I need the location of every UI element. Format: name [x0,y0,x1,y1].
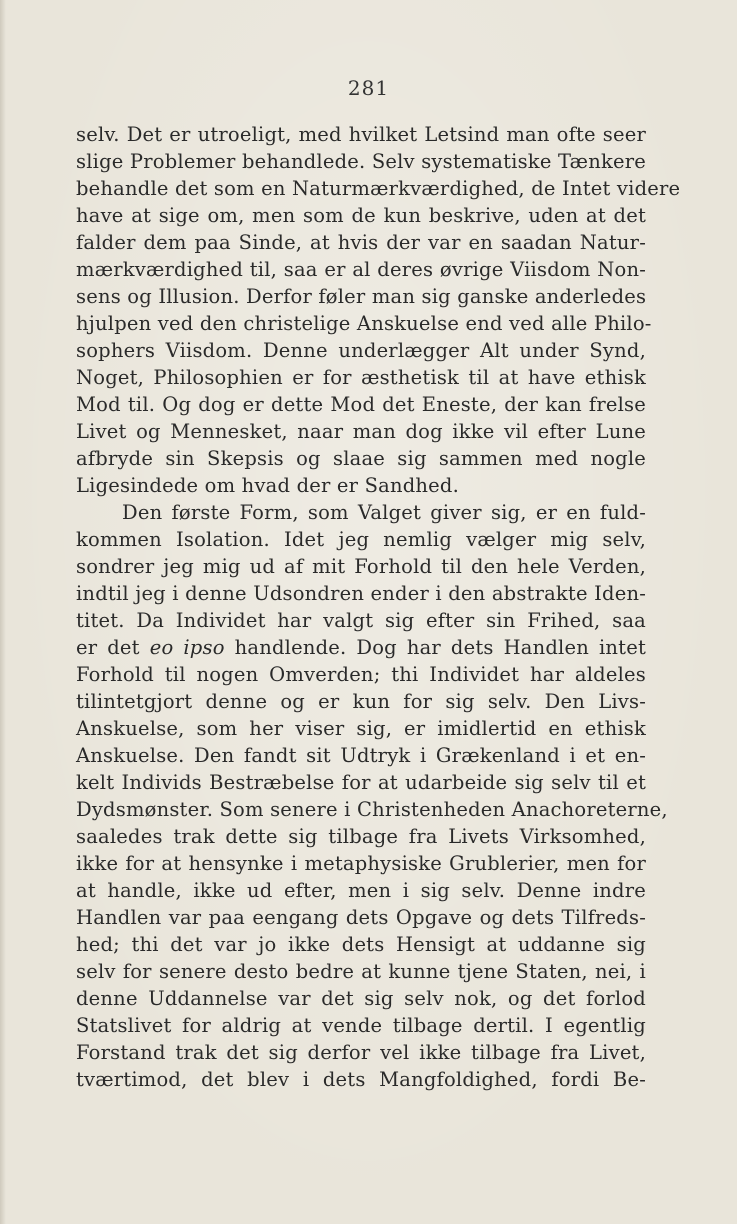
page-left-edge [0,0,6,1224]
text-line: Forhold til nogen Omverden; thi Individet har aldeles [76,663,646,686]
text-line: kelt Individs Bestræbelse for at udarbeide sig selv til et [76,771,646,794]
text-line: ikke for at hensynke i metaphysiske Grublerier, men for [76,852,646,875]
text-line: Den første Form, som Valget giver sig, er en fuld- [122,501,646,524]
text-line: Mod til. Og dog er dette Mod det Eneste, der kan frelse [76,393,646,416]
text-line: slige Problemer behandlede. Selv systematiske Tænkere [76,150,646,173]
text-line: titet. Da Individet har valgt sig efter sin Frihed, saa [76,609,646,632]
text-line: Handlen var paa eengang dets Opgave og dets Tilfreds- [76,906,646,929]
text-line: sens og Illusion. Derfor føler man sig ganske anderledes [76,285,647,308]
text-line: falder dem paa Sinde, at hvis der var en saadan Natur- [76,231,646,254]
text-line: mærkværdighed til, saa er al deres øvrige Viisdom Non- [76,258,646,281]
text-line: behandle det som en Naturmærkværdighed, de Intet videre [76,177,681,200]
body-text [76,121,681,1093]
text-line: sondrer jeg mig ud af mit Forhold til den hele Verden, [76,555,646,578]
text-line: denne Uddannelse var det sig selv nok, og det forlod [76,987,646,1010]
text-line: kommen Isolation. Idet jeg nemlig vælger mig selv, [76,528,646,551]
text-line: indtil jeg i denne Udsondren ender i den abstrakte Iden- [76,582,646,605]
text-line: at handle, ikke ud efter, men i sig selv. Denne indre [76,879,646,902]
text-line: selv for senere desto bedre at kunne tjene Staten, nei, i [76,960,646,983]
text-line: Anskuelse. Den fandt sit Udtryk i Grækenland i et en- [76,744,646,767]
text-line: Forstand trak det sig derfor vel ikke tilbage fra Livet, [76,1041,646,1064]
text-line: tværtimod, det blev i dets Mangfoldighed, fordi Be- [76,1068,646,1091]
text-line: Statslivet for aldrig at vende tilbage dertil. I egentlig [76,1014,646,1037]
text-line: afbryde sin Skepsis og slaae sig sammen med nogle [76,447,646,470]
text-line: tilintetgjort denne og er kun for sig selv. Den Livs- [76,690,646,713]
text-line: hjulpen ved den christelige Anskuelse end ved alle Philo- [76,312,652,335]
text-line: have at sige om, men som de kun beskrive, uden at det [76,204,646,227]
text-line-italic: er det eo ipso handlende. Dog har dets Handlen intet [76,636,646,659]
text-line: hed; thi det var jo ikke dets Hensigt at uddanne sig [76,933,646,956]
text-line: Dydsmønster. Som senere i Christenheden Anachoreterne, [76,798,668,821]
text-line: Anskuelse, som her viser sig, er imidlertid en ethisk [76,717,646,740]
text-line: sophers Viisdom. Denne underlægger Alt under Synd, [76,339,646,362]
text-line: selv. Det er utroeligt, med hvilket Letsind man ofte seer [76,123,646,146]
text-line: Ligesindede om hvad der er Sandhed. [76,474,459,497]
text-line: Noget, Philosophien er for æsthetisk til at have ethisk [76,366,646,389]
italic-phrase: eo ipso [149,636,225,659]
text-line: saaledes trak dette sig tilbage fra Livets Virksomhed, [76,825,646,848]
text-line: Livet og Mennesket, naar man dog ikke vil efter Lune [76,420,646,443]
page-number: 281 [347,76,390,100]
